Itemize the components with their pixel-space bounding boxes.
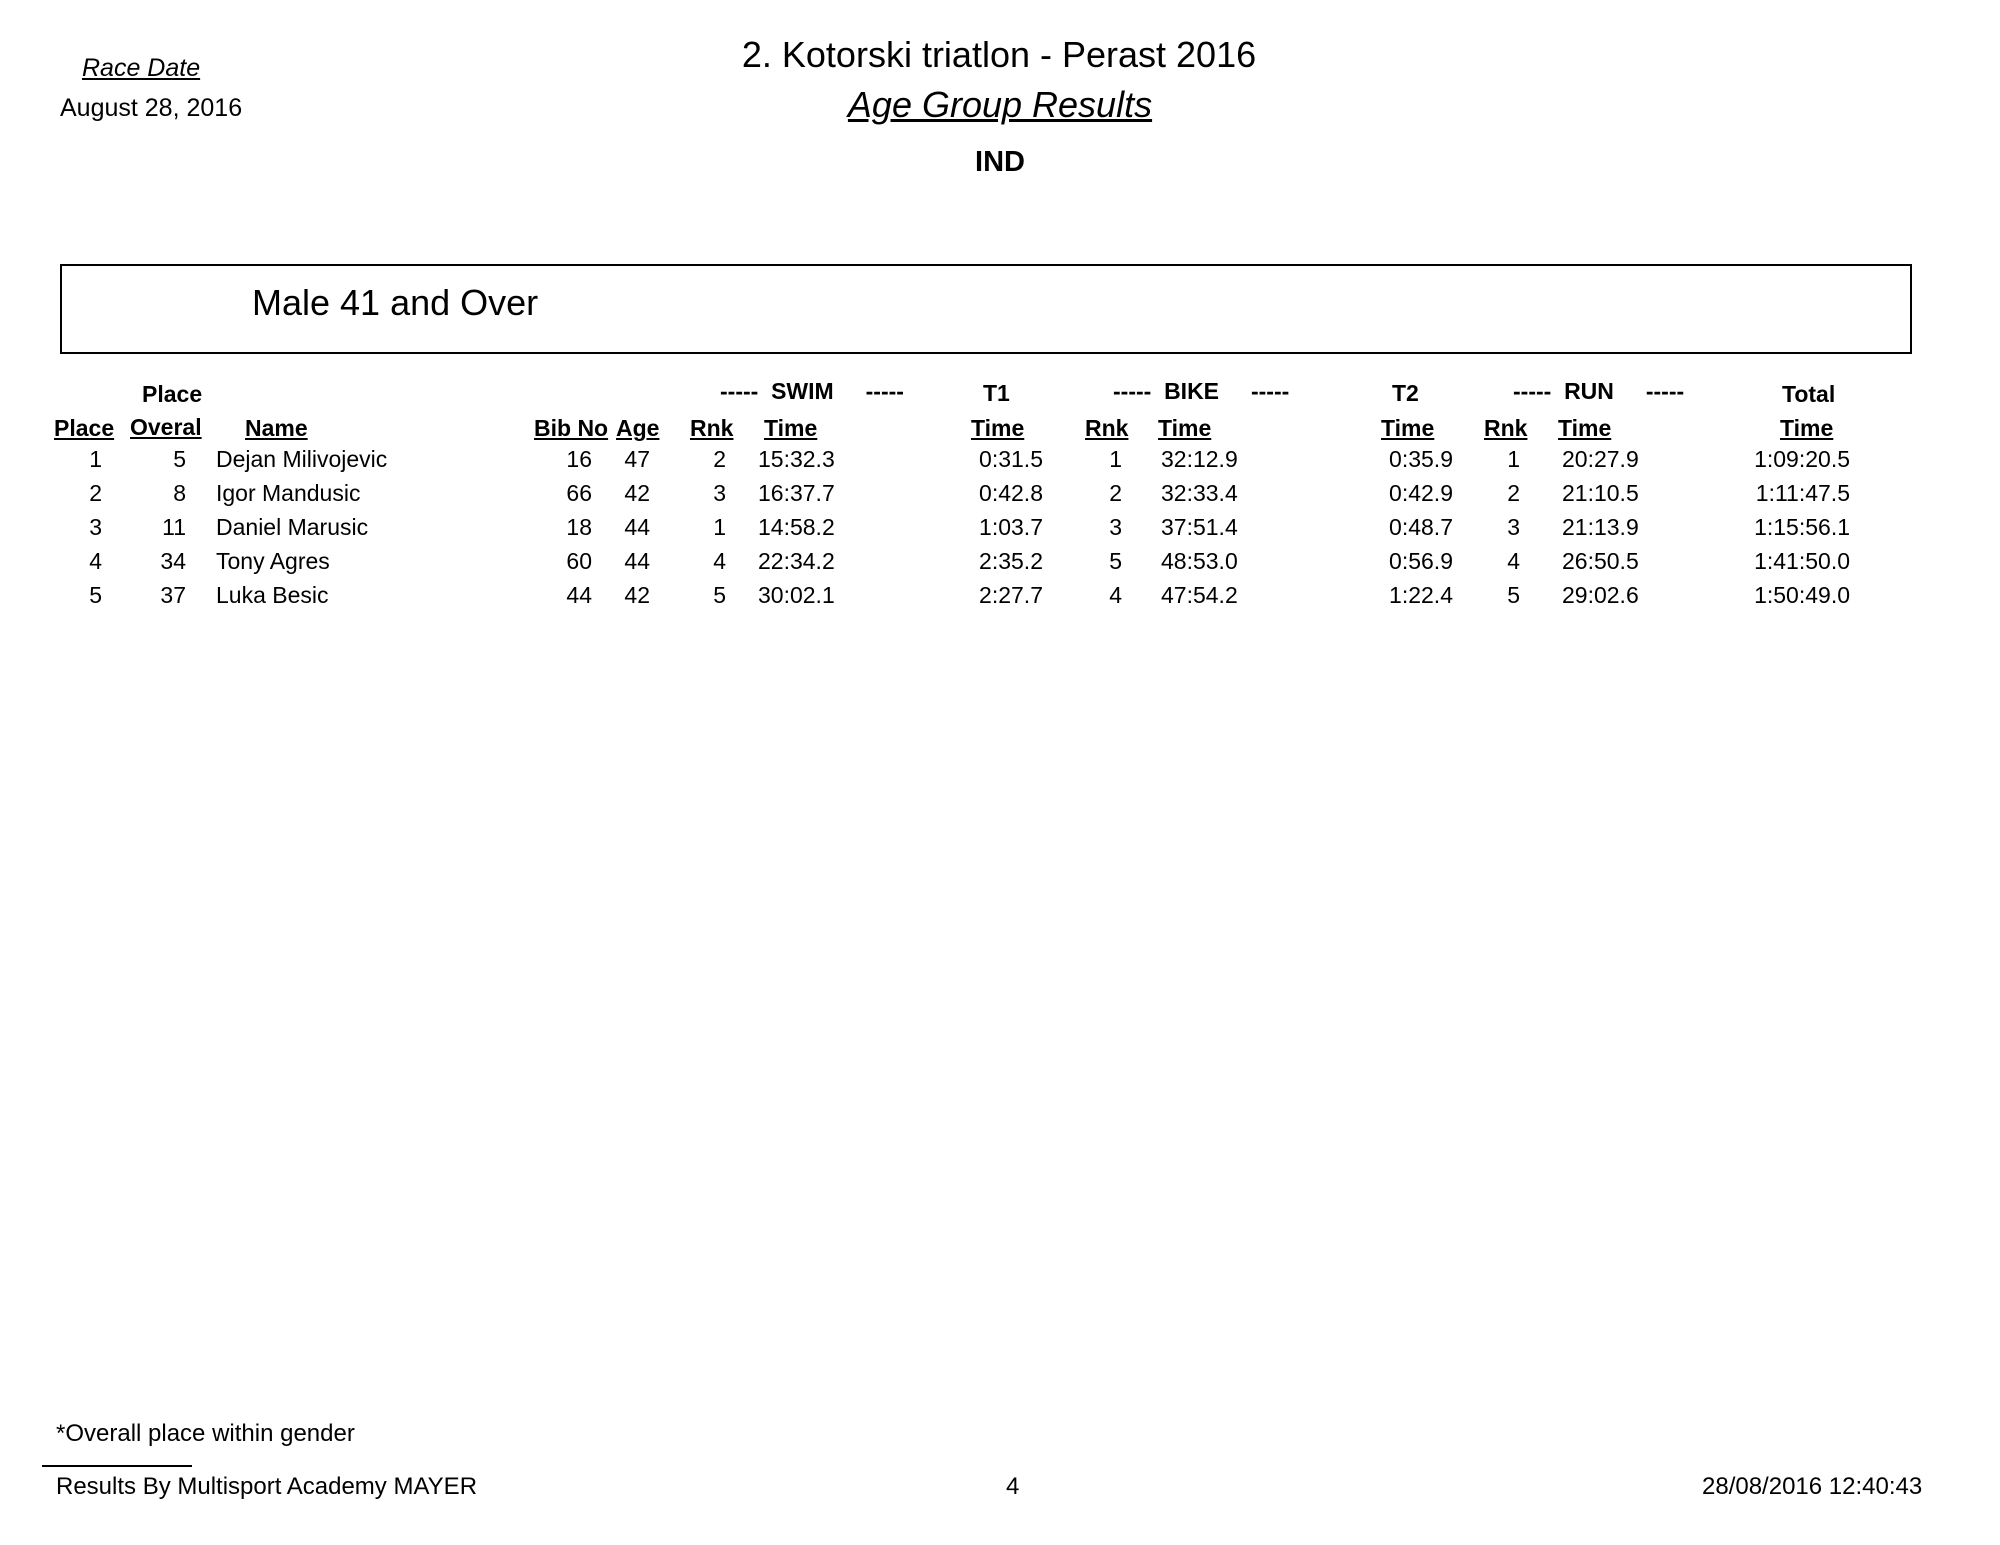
cell-age: 44	[624, 548, 650, 574]
t2-group-header: T2	[1392, 380, 1419, 406]
page-subtitle: Age Group Results	[847, 84, 1153, 125]
cell-t2-time: 1:22.4	[1389, 582, 1453, 608]
cell-swim-time: 22:34.2	[758, 548, 835, 574]
cell-bib: 44	[566, 582, 592, 608]
cell-swim-rank: 4	[713, 548, 726, 574]
cell-bib: 66	[566, 480, 592, 506]
cell-swim-time: 14:58.2	[758, 514, 835, 540]
col-header-t2-time: Time	[1381, 415, 1435, 441]
cell-place: 2	[89, 480, 102, 506]
cell-swim-rank: 1	[713, 514, 726, 540]
cell-name: Igor Mandusic	[216, 480, 361, 506]
cell-name: Dejan Milivojevic	[216, 446, 388, 472]
col-header-bib: Bib No	[534, 415, 609, 441]
race-date-label: Race Date	[82, 54, 201, 82]
print-timestamp: 28/08/2016 12:40:43	[1702, 1473, 1923, 1500]
col-header-age: Age	[616, 415, 660, 441]
col-header-run-rank: Rnk	[1484, 415, 1528, 441]
cell-total-time: 1:09:20.5	[1754, 446, 1850, 472]
cell-run-time: 21:10.5	[1562, 480, 1639, 506]
page-number: 4	[1006, 1473, 1020, 1500]
cell-bike-rank: 3	[1109, 514, 1122, 540]
bike-group-header: ----- BIKE -----	[1113, 378, 1290, 404]
col-header-name: Name	[245, 415, 308, 441]
cell-run-rank: 5	[1507, 582, 1520, 608]
cell-t2-time: 0:35.9	[1389, 446, 1453, 472]
cell-bike-rank: 4	[1109, 582, 1122, 608]
cell-name: Daniel Marusic	[216, 514, 369, 540]
page-title	[0, 34, 2000, 76]
cell-t2-time: 0:48.7	[1389, 514, 1453, 540]
cell-name: Tony Agres	[216, 548, 330, 574]
cell-run-time: 20:27.9	[1562, 446, 1639, 472]
cell-place: 5	[89, 582, 102, 608]
cell-swim-time: 30:02.1	[758, 582, 835, 608]
cell-bike-time: 32:12.9	[1161, 446, 1238, 472]
cell-t1-time: 2:27.7	[979, 582, 1043, 608]
cell-t2-time: 0:56.9	[1389, 548, 1453, 574]
col-header-run-time: Time	[1558, 415, 1612, 441]
cell-bib: 60	[566, 548, 592, 574]
cell-overall: 5	[173, 446, 186, 472]
swim-group-header: ----- SWIM -----	[720, 378, 904, 404]
cell-overall: 34	[160, 548, 186, 574]
col-header-bike-rank: Rnk	[1085, 415, 1129, 441]
cell-overall: 11	[162, 514, 186, 540]
total-group-header: Total	[1782, 381, 1836, 407]
col-header-overall: Overal	[130, 414, 202, 440]
cell-bike-time: 47:54.2	[1161, 582, 1238, 608]
col-header-bike-time: Time	[1158, 415, 1212, 441]
cell-age: 47	[624, 446, 650, 472]
cell-place: 3	[89, 514, 102, 540]
cell-t1-time: 0:31.5	[979, 446, 1043, 472]
cell-age: 42	[624, 480, 650, 506]
cell-bib: 16	[566, 446, 592, 472]
cell-swim-time: 16:37.7	[758, 480, 835, 506]
cell-run-rank: 1	[1507, 446, 1520, 472]
col-header-swim-rank: Rnk	[690, 415, 734, 441]
col-header-total-time: Time	[1780, 415, 1834, 441]
page-title-text: 2. Kotorski triatlon - Perast 2016	[741, 34, 1257, 75]
place-overall-header-top: Place	[142, 381, 203, 407]
cell-bike-time: 48:53.0	[1161, 548, 1238, 574]
cell-total-time: 1:50:49.0	[1754, 582, 1850, 608]
cell-swim-rank: 5	[713, 582, 726, 608]
col-header-swim-time: Time	[764, 415, 818, 441]
cell-bib: 18	[566, 514, 592, 540]
division-label: IND	[975, 146, 1025, 178]
cell-total-time: 1:15:56.1	[1754, 514, 1850, 540]
cell-bike-rank: 2	[1109, 480, 1122, 506]
cell-age: 44	[624, 514, 650, 540]
cell-bike-rank: 1	[1109, 446, 1122, 472]
cell-run-rank: 4	[1507, 548, 1520, 574]
cell-place: 4	[89, 548, 102, 574]
results-by-credit: Results By Multisport Academy MAYER	[56, 1473, 478, 1500]
cell-swim-time: 15:32.3	[758, 446, 835, 472]
cell-run-time: 26:50.5	[1562, 548, 1639, 574]
footnote: *Overall place within gender	[56, 1420, 355, 1447]
cell-run-rank: 2	[1507, 480, 1520, 506]
cell-t1-time: 0:42.8	[979, 480, 1043, 506]
col-header-t1-time: Time	[971, 415, 1025, 441]
cell-bike-time: 32:33.4	[1161, 480, 1238, 506]
cell-age: 42	[624, 582, 650, 608]
category-title: Male 41 and Over	[252, 282, 539, 323]
cell-overall: 8	[173, 480, 186, 506]
col-header-place: Place	[54, 415, 115, 441]
footnote-divider	[42, 1465, 192, 1467]
run-group-header: ----- RUN -----	[1513, 378, 1685, 404]
cell-bike-rank: 5	[1109, 548, 1122, 574]
cell-t2-time: 0:42.9	[1389, 480, 1453, 506]
cell-bike-time: 37:51.4	[1161, 514, 1238, 540]
cell-swim-rank: 2	[713, 446, 726, 472]
cell-overall: 37	[160, 582, 186, 608]
cell-swim-rank: 3	[713, 480, 726, 506]
cell-run-time: 21:13.9	[1562, 514, 1639, 540]
cell-t1-time: 2:35.2	[979, 548, 1043, 574]
race-date: August 28, 2016	[60, 94, 243, 122]
t1-group-header: T1	[983, 380, 1010, 406]
cell-run-time: 29:02.6	[1562, 582, 1639, 608]
cell-place: 1	[89, 446, 102, 472]
cell-t1-time: 1:03.7	[979, 514, 1043, 540]
cell-name: Luka Besic	[216, 582, 329, 608]
cell-total-time: 1:41:50.0	[1754, 548, 1850, 574]
cell-total-time: 1:11:47.5	[1755, 480, 1850, 506]
cell-run-rank: 3	[1507, 514, 1520, 540]
